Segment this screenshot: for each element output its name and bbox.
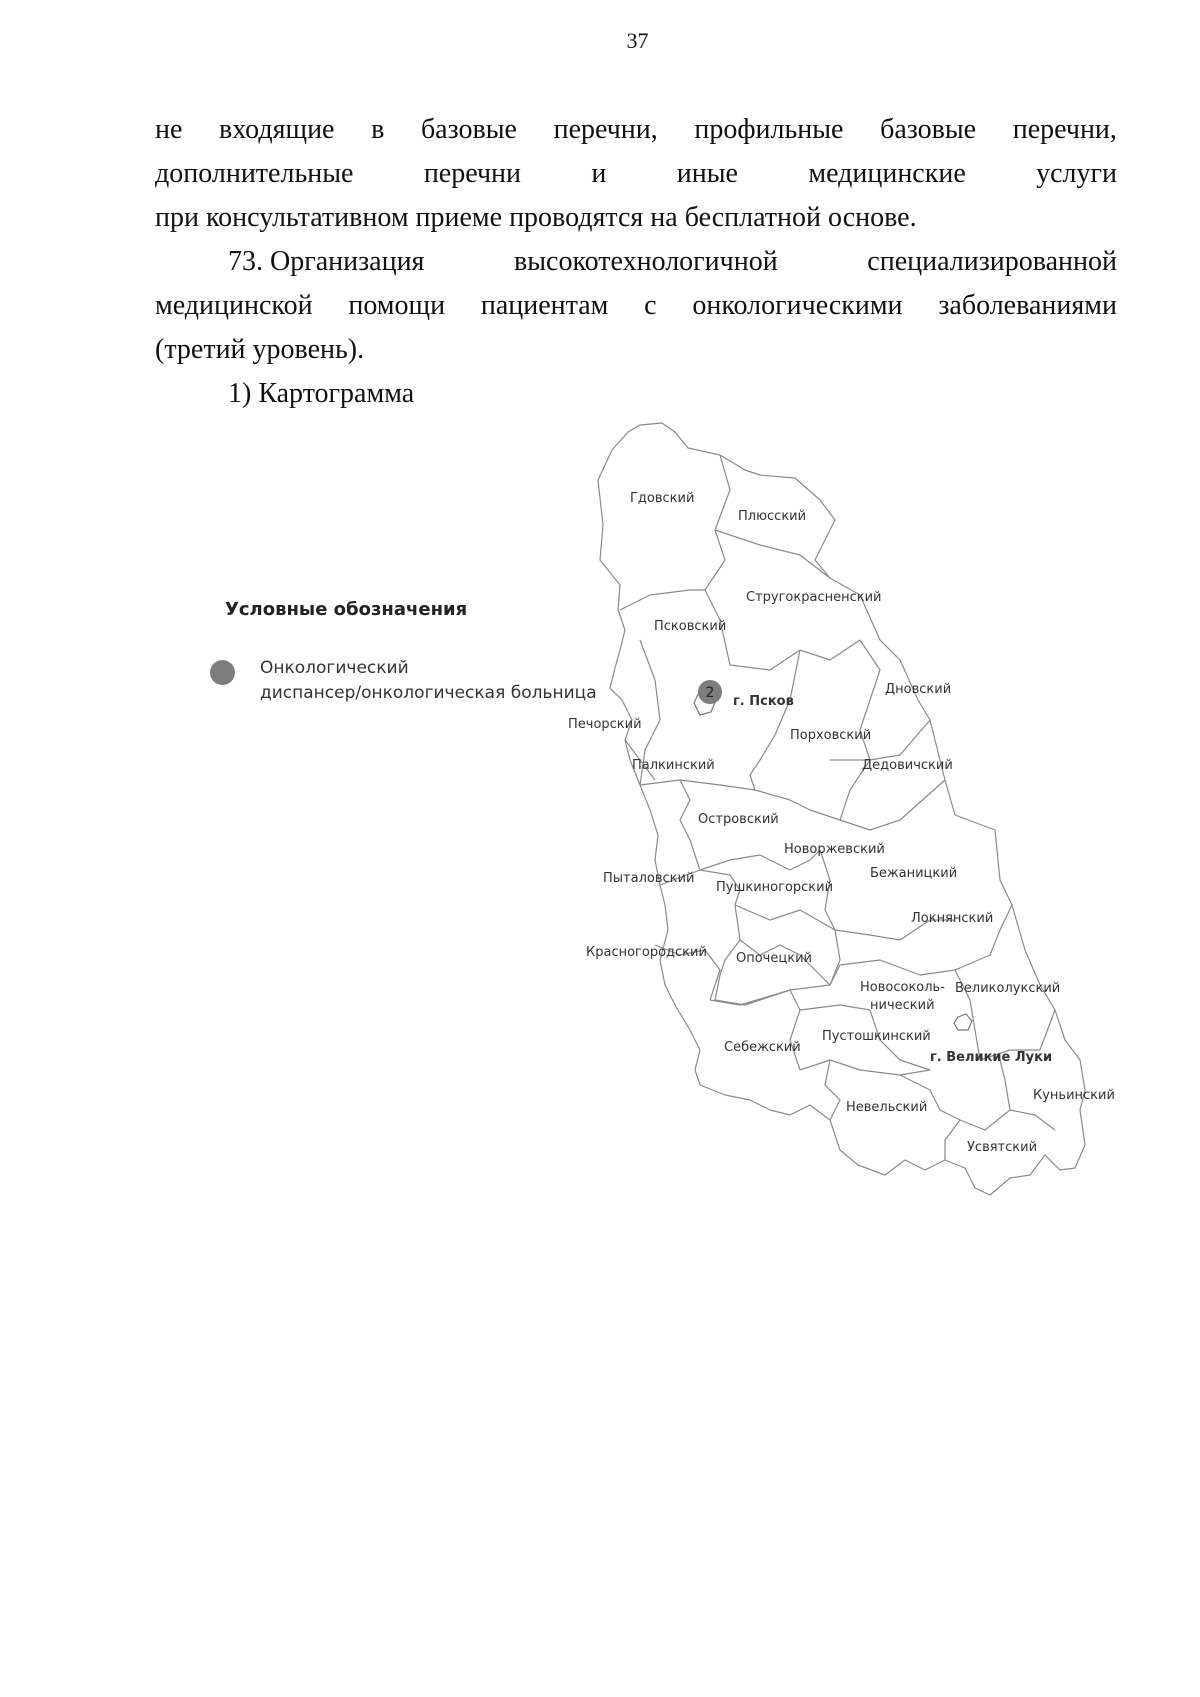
word: высокотехнологичной [514,246,778,277]
city-label-velikie-luki: г. Великие Луки [930,1050,1053,1065]
word: и [591,158,607,189]
paragraph-1-line-3: при консультативном приеме проводятся на бесплатной основе. [155,202,917,233]
border-palkino-ostrov [680,780,700,870]
region-outline [598,423,1085,1195]
subheading-cartogram: 1) Картограмма [228,378,415,409]
word: с [644,290,657,321]
word: услуги [1036,158,1117,189]
district-label: Красногородский [586,945,707,960]
district-label: Дедовичский [862,758,953,773]
word: 73. Организация [228,246,425,277]
word: перечни, [1012,114,1117,145]
district-boundaries [598,423,1085,1195]
legend-item-line-1: Онкологический [260,658,409,678]
word: перечни, [553,114,658,145]
word: заболеваниями [938,290,1117,321]
border-pushkin [735,905,840,985]
district-label: Печорский [568,717,642,732]
legend-title: Условные обозначения [225,599,468,620]
district-label: нический [870,998,935,1013]
border-kunya-usvyaty [1000,1060,1010,1110]
district-label: Палкинский [632,758,715,773]
velikie-luki-city-outline [954,1014,972,1030]
border-usvyaty-south [945,1120,960,1160]
border-pustoshka-nevel [830,1060,930,1075]
word: входящие [219,114,335,145]
district-label: Стругокрасненский [746,590,882,605]
word: не [155,114,183,145]
district-label: Пыталовский [603,871,695,886]
city-label-pskov: г. Псков [733,694,794,709]
district-label: Великолукский [955,981,1061,996]
district-label: Пушкиногорский [716,880,834,895]
district-label: Куньинский [1033,1088,1115,1103]
paragraph-2-line-3: (третий уровень). [155,334,365,365]
word: дополнительные [155,158,354,189]
border-gdov-pskov [620,590,705,610]
district-label: Новоржевский [784,842,885,857]
district-label: Невельский [846,1100,928,1115]
district-label: Опочецкий [736,951,812,966]
district-label: Себежский [724,1040,801,1055]
district-label: Псковский [654,619,727,634]
border-opochka-pushkin [735,905,830,985]
border-dno-dedovichi [870,720,930,760]
district-label: Плюсский [738,509,807,524]
district-label: Гдовский [630,491,695,506]
district-label: Островский [698,812,779,827]
word: пациентам [480,290,609,321]
word: специализированной [867,246,1117,277]
word: профильные [694,114,844,145]
word: базовые [420,114,517,145]
legend-item-line-2: диспансер/онкологическая больница [260,683,597,703]
district-label: Пустошкинский [822,1029,931,1044]
marker-count: 2 [705,685,715,701]
border-krasnogorod-opochka [705,950,720,1000]
word: медицинские [808,158,966,189]
word: в [371,114,385,145]
district-label: Порховский [790,728,872,743]
word: помощи [348,290,446,321]
word: иные [676,158,738,189]
district-label: Бежаницкий [870,866,958,881]
district-label: Новосоколь- [860,980,945,995]
page-number: 37 [626,28,649,53]
word: базовые [880,114,977,145]
border-pskov-porkhov [750,650,800,790]
word: онкологическими [692,290,903,321]
word: перечни [423,158,522,189]
border-pskov-palkino [640,780,755,790]
district-label: Локнянский [911,911,994,926]
district-label: Дновский [885,682,952,697]
border-plyussa-strugi [715,530,830,578]
border-gdov-plyussa [705,455,730,590]
border-nevel-sebezh [800,1060,840,1120]
word: медицинской [155,290,313,321]
district-label: Усвятский [967,1140,1038,1155]
